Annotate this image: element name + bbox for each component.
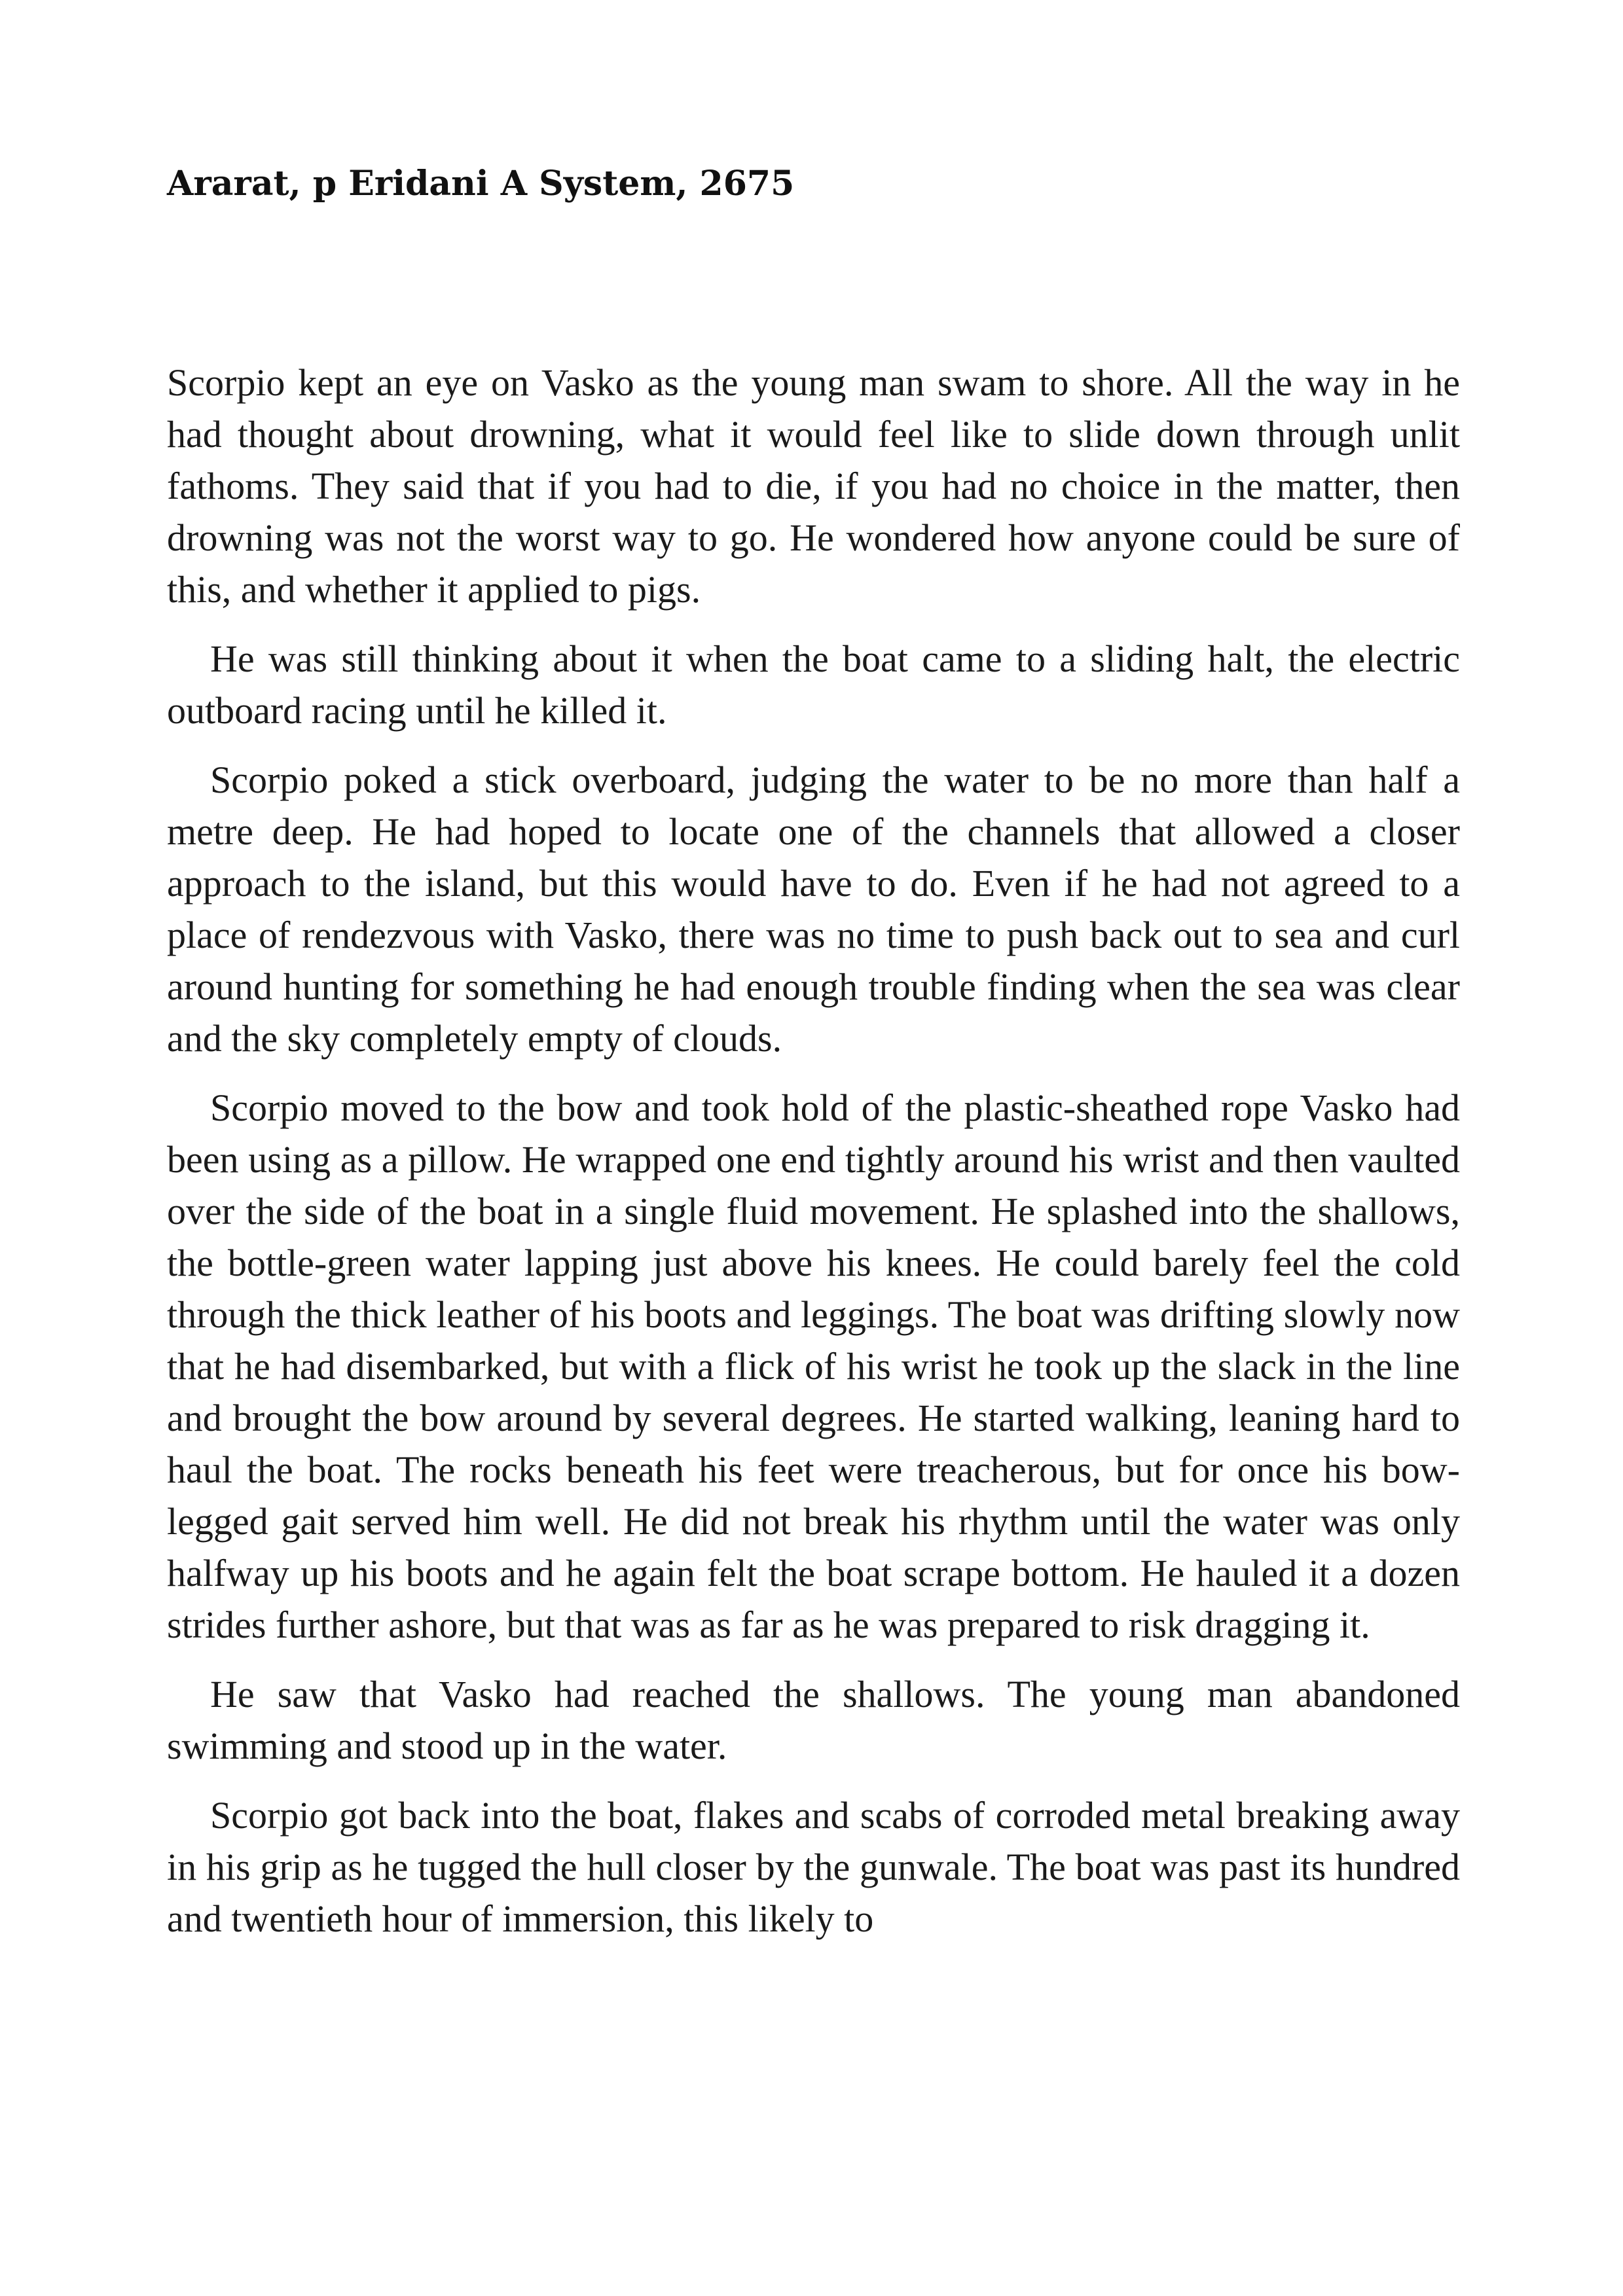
body-text <box>167 357 1460 1962</box>
paragraph: He was still thinking about it when the boat came to a sliding halt, the electric outboard racing until he killed it. <box>167 637 1460 732</box>
paragraph: Scorpio poked a stick overboard, judging the water to be no more than half a metre deep. He had hoped to locate one of the channels that allowed a closer approach to the island, but this would have to do. Even if he had not agreed to a place of rendezvous with Vasko, there was no time to push back out to sea and curl around hunting for something he had enough trouble finding when the sea was clear and the sky completely empty of clouds. <box>167 759 1460 1060</box>
paragraph: Scorpio got back into the boat, flakes and scabs of corroded metal breaking away in his grip as he tugged the hull closer by the gunwale. The boat was past its hundred and twentieth hour of immersion, this likely to <box>167 1794 1460 1940</box>
paragraph: Scorpio moved to the bow and took hold of the plastic-sheathed rope Vasko had been using as a pillow. He wrapped one end tightly around his wrist and then vaulted over the side of the boat in a single fluid movement. He splashed into the shallows, the bottle-green water lapping just above his knees. He could barely feel the cold through the thick leather of his boots and leggings. The boat was drifting slowly now that he had disembarked, but with a flick of his wrist he took up the slack in the line and brought the bow around by several degrees. He started walking, leaning hard to haul the boat. The rocks beneath his feet were treacherous, but for once his bow-legged gait served him well. He did not break his rhythm until the water was only halfway up his boots and he again felt the boat scrape bottom. He hauled it a dozen strides further ashore, but that was as far as he was prepared to risk dragging it. <box>167 1086 1460 1646</box>
paragraph: Scorpio kept an eye on Vasko as the young man swam to shore. All the way in he had thought about drowning, what it would feel like to slide down through unlit fathoms. They said that if you had to die, if you had no choice in the matter, then drowning was not the worst way to go. He wondered how anyone could be sure of this, and whether it applied to pigs. <box>167 361 1460 611</box>
chapter-heading: Ararat, p Eridani A System, 2675 <box>167 164 795 204</box>
paragraph: He saw that Vasko had reached the shallows. The young man abandoned swimming and stood up in the water. <box>167 1673 1460 1767</box>
